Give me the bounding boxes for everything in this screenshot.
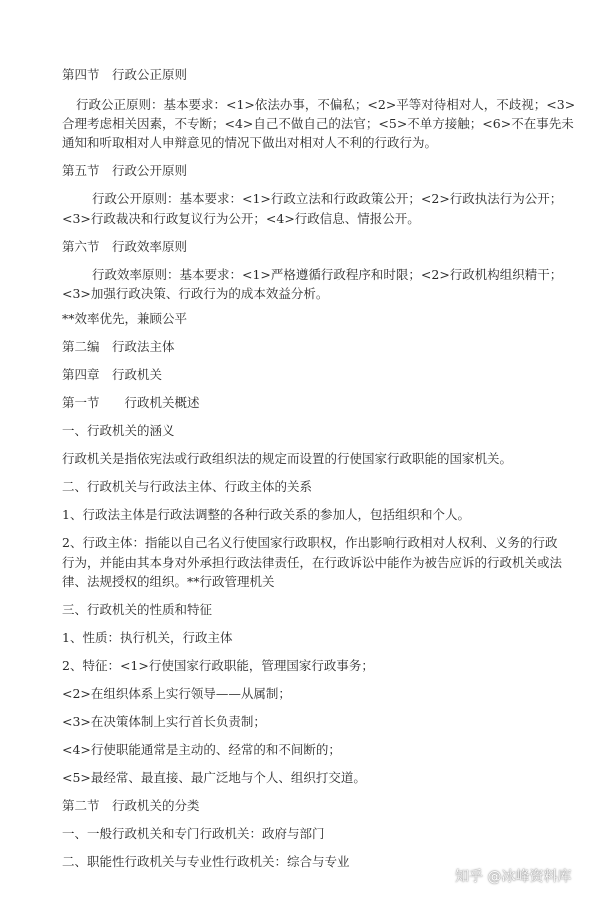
paragraph-line: 行为，并能由其本身对外承担行政法律责任，在行政诉讼中能作为被告应诉的行政机关或法 bbox=[62, 555, 563, 570]
paragraph-line: 行政公开原则：基本要求：<1>行政立法和行政政策公开；<2>行政执法行为公开； bbox=[92, 191, 563, 206]
subheading: 三、行政机关的性质和特征 bbox=[62, 602, 213, 617]
section-heading-1: 第一节 行政机关概述 bbox=[62, 395, 200, 410]
subheading: 二、行政机关与行政法主体、行政主体的关系 bbox=[62, 479, 313, 494]
paragraph-line: <3>在决策体制上实行首长负责制； bbox=[62, 714, 266, 729]
note-line: **效率优先，兼顾公平 bbox=[62, 311, 188, 326]
paragraph-line: 律、法规授权的组织。**行政管理机关 bbox=[62, 574, 275, 589]
subheading: 一、行政机关的涵义 bbox=[62, 423, 175, 438]
paragraph-line: 行政效率原则：基本要求：<1>严格遵循行政程序和时限；<2>行政机构组织精干； bbox=[92, 267, 563, 282]
section-heading-4: 第四节 行政公正原则 bbox=[62, 67, 188, 82]
paragraph-line: 通知和听取相对人申辩意见的情况下做出对相对人不利的行政行为。 bbox=[62, 135, 438, 150]
section-heading-5: 第五节 行政公开原则 bbox=[62, 163, 188, 178]
paragraph-line: 二、职能性行政机关与专业性行政机关：综合与专业 bbox=[62, 854, 350, 869]
paragraph-line: 行政机关是指依宪法或行政组织法的规定而设置的行使国家行政职能的国家机关。 bbox=[62, 451, 513, 466]
paragraph-line: 1、行政法主体是行政法调整的各种行政关系的参加人，包括组织和个人。 bbox=[62, 507, 470, 522]
paragraph-line: <3>行政裁决和行政复议行为公开；<4>行政信息、情报公开。 bbox=[62, 211, 420, 226]
paragraph-line: <3>加强行政决策、行政行为的成本效益分析。 bbox=[62, 286, 329, 301]
paragraph-line: <4>行使职能通常是主动的、经常的和不间断的； bbox=[62, 742, 341, 757]
part-heading: 第二编 行政法主体 bbox=[62, 339, 175, 354]
watermark: 知乎 @冰峰资料库 bbox=[455, 869, 572, 885]
section-heading-2: 第二节 行政机关的分类 bbox=[62, 798, 200, 813]
paragraph-line: 2、特征：<1>行使国家行政职能，管理国家行政事务； bbox=[62, 658, 374, 673]
paragraph-line: 一、一般行政机关和专门行政机关：政府与部门 bbox=[62, 826, 325, 841]
section-heading-6: 第六节 行政效率原则 bbox=[62, 239, 188, 254]
paragraph-line: <2>在组织体系上实行领导——从属制； bbox=[62, 686, 291, 701]
paragraph-line: 合理考虑相关因素，不专断；<4>自己不做自己的法官；<5>不单方接触；<6>不在事先未 bbox=[62, 116, 574, 131]
paragraph-line: 行政公正原则：基本要求：<1>依法办事，不偏私；<2>平等对待相对人，不歧视；<3> bbox=[76, 97, 576, 112]
paragraph-line: 2、行政主体：指能以自己名义行使国家行政职权，作出影响行政相对人权利、义务的行政 bbox=[62, 535, 558, 550]
paragraph-line: 1、性质：执行机关，行政主体 bbox=[62, 630, 233, 645]
chapter-heading: 第四章 行政机关 bbox=[62, 367, 163, 382]
paragraph-line: <5>最经常、最直接、最广泛地与个人、组织打交道。 bbox=[62, 770, 366, 785]
